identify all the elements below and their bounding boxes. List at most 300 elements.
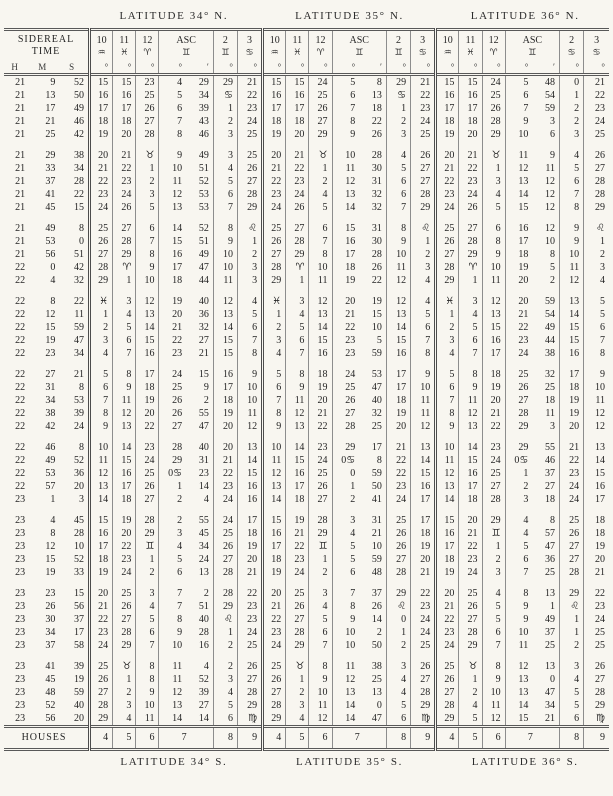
cell: 59 <box>371 347 382 359</box>
table-row <box>4 639 609 652</box>
cell: 18 <box>113 493 136 506</box>
cell: 7 <box>309 235 332 248</box>
cell: 51 <box>74 248 85 260</box>
cell: 8 <box>550 248 555 260</box>
cell: ♌ <box>386 600 410 613</box>
gap-cell <box>237 214 262 222</box>
cell: 40 <box>198 295 209 307</box>
gap-cell <box>505 287 532 295</box>
cell: 20 <box>113 128 136 141</box>
cell: 17 <box>482 347 505 360</box>
table-row <box>4 420 609 433</box>
cell: 27 <box>482 480 505 493</box>
gap-cell <box>309 214 332 222</box>
house-number-label: 10 <box>269 34 280 46</box>
cell: 23 <box>309 441 332 454</box>
cell: 11 <box>386 261 410 274</box>
cell: 23 <box>15 686 26 698</box>
cell: 26 <box>560 527 584 540</box>
cell: 27 <box>45 368 56 380</box>
cell: ♌ <box>237 222 262 235</box>
cell: 19 <box>482 381 505 394</box>
cell: 10 <box>332 626 359 639</box>
opposite-house-number: 4 <box>90 727 113 750</box>
cell: 5 <box>459 712 482 727</box>
cell: 3 <box>550 420 555 432</box>
cell: 6 <box>263 381 286 394</box>
gap-cell <box>386 287 410 295</box>
cell: 19 <box>74 673 85 685</box>
cell: 8 <box>332 600 359 613</box>
table-row <box>4 201 609 214</box>
cell: 6 <box>309 626 332 639</box>
cell: 9 <box>90 420 113 433</box>
cell: 15 <box>74 587 85 599</box>
cell: 26 <box>386 527 410 540</box>
cell: 52 <box>45 699 56 711</box>
gap-cell <box>136 433 159 441</box>
cell: 14 <box>584 454 609 467</box>
cell: 41 <box>371 493 382 505</box>
cell: 0♋ <box>159 467 186 480</box>
cell: 26 <box>90 673 113 686</box>
cell: 27 <box>309 493 332 506</box>
table-row <box>4 480 609 493</box>
zodiac-sign-icon: ♈ <box>489 46 498 57</box>
cell: 29 <box>159 454 186 467</box>
cell: 55 <box>198 514 209 526</box>
cell: 2 <box>159 514 186 527</box>
cell: 23 <box>386 480 410 493</box>
cell: 28 <box>263 261 286 274</box>
gap-cell <box>359 433 386 441</box>
houses-footer-row <box>4 727 609 750</box>
cell: ♈ <box>113 261 136 274</box>
cell: 8 <box>505 587 532 600</box>
cell: 25 <box>459 587 482 600</box>
cell: 23 <box>436 188 459 201</box>
cell: 11 <box>411 394 436 407</box>
cell: 4 <box>459 699 482 712</box>
cell: 6 <box>136 626 159 639</box>
cell: 27 <box>213 553 237 566</box>
cell: 3 <box>584 261 609 274</box>
gap-cell <box>309 141 332 149</box>
cell: 26 <box>371 128 382 140</box>
cell: 7 <box>286 347 309 360</box>
cell: 9 <box>309 673 332 686</box>
house-number-label: 2 <box>395 34 401 46</box>
table-header <box>4 30 609 75</box>
cell: 21 <box>113 149 136 162</box>
cell: 22 <box>459 540 482 553</box>
cell: 23 <box>584 600 609 613</box>
cell: 27 <box>560 540 584 553</box>
cell: 43 <box>198 115 209 127</box>
cell: 27 <box>286 222 309 235</box>
cell: 9 <box>505 115 532 128</box>
cell: 2 <box>213 115 237 128</box>
cell: 8 <box>376 454 382 466</box>
cell: 12 <box>545 175 555 187</box>
cell: 20 <box>584 553 609 566</box>
sidereal-time-header <box>4 30 90 62</box>
house-column-header <box>411 30 436 62</box>
cell: 26 <box>113 201 136 214</box>
cell: 25 <box>237 149 262 162</box>
cell: 20 <box>263 149 286 162</box>
table-row <box>4 115 609 128</box>
cell: 27 <box>136 115 159 128</box>
cell: 4 <box>482 587 505 600</box>
north-latitude-title-row <box>0 0 613 28</box>
latitude-title-36s: LATITUDE 36° S. <box>471 756 579 768</box>
cell: 8 <box>309 660 332 673</box>
gap-cell <box>90 506 113 514</box>
cell: 5 <box>213 699 237 712</box>
gap-cell <box>386 433 410 441</box>
cell: 20 <box>74 712 85 724</box>
cell: 6 <box>386 175 410 188</box>
cell: 13 <box>371 89 382 101</box>
cell: 22 <box>15 407 26 419</box>
cell: 10 <box>136 699 159 712</box>
cell: 21 <box>411 75 436 90</box>
cell: 26 <box>371 261 382 273</box>
cell: 21 <box>159 321 186 334</box>
cell: 12 <box>436 467 459 480</box>
cell: 25 <box>505 368 532 381</box>
gap-cell <box>4 141 29 149</box>
cell: 1 <box>309 162 332 175</box>
cell: 9 <box>560 222 584 235</box>
cell: 16 <box>263 89 286 102</box>
cell: 27 <box>505 394 532 407</box>
cell: 11 <box>213 274 237 287</box>
cell: 21 <box>286 149 309 162</box>
cell: 4 <box>584 274 609 287</box>
cell: 17 <box>436 102 459 115</box>
cell: 17 <box>90 540 113 553</box>
gap-cell <box>59 579 89 587</box>
degree-symbol: ° <box>159 61 186 75</box>
latitude-title-35s: LATITUDE 35° S. <box>296 756 403 768</box>
cell: ♍ <box>411 712 436 727</box>
cell: 13 <box>90 480 113 493</box>
gap-cell <box>263 652 286 660</box>
cell: 17 <box>505 235 532 248</box>
table-row <box>4 75 609 90</box>
cell: 21 <box>436 600 459 613</box>
cell: 4 <box>560 673 584 686</box>
degree-symbol: ° <box>560 61 584 75</box>
cell: 13 <box>332 188 359 201</box>
zodiac-sign-icon: ♈ <box>143 46 152 57</box>
gap-cell <box>532 506 559 514</box>
cell: 45 <box>198 527 209 539</box>
cell: ♌ <box>560 600 584 613</box>
house-column-header <box>505 30 559 62</box>
table-row <box>4 149 609 162</box>
cell: 26 <box>286 600 309 613</box>
cell: 22 <box>584 89 609 102</box>
cell: 22 <box>15 347 26 359</box>
cell: 18 <box>113 115 136 128</box>
cell: 27 <box>560 553 584 566</box>
cell: 27 <box>411 673 436 686</box>
gap-cell <box>482 506 505 514</box>
cell: 2 <box>136 566 159 579</box>
cell: 2 <box>159 493 186 506</box>
cell: 28 <box>213 587 237 600</box>
cell: 23 <box>411 600 436 613</box>
gap-cell <box>59 360 89 368</box>
cell: 16 <box>505 222 532 235</box>
table-row <box>4 673 609 686</box>
cell: 21 <box>411 566 436 579</box>
cell: 28 <box>213 566 237 579</box>
cell: 12 <box>332 175 359 188</box>
cell: 48 <box>545 76 555 88</box>
cell: 20 <box>482 394 505 407</box>
cell: 55 <box>198 407 209 419</box>
gap-cell <box>560 652 584 660</box>
gap-cell <box>386 652 410 660</box>
gap-cell <box>263 214 286 222</box>
cell: 17 <box>113 480 136 493</box>
cell: 54 <box>545 308 555 320</box>
cell: 14 <box>286 441 309 454</box>
cell: 11 <box>136 712 159 727</box>
cell: 53 <box>45 467 56 479</box>
cell: 22 <box>15 321 26 333</box>
cell: 16 <box>436 89 459 102</box>
cell: 13 <box>505 686 532 699</box>
cell: 27 <box>459 613 482 626</box>
cell: 11 <box>159 175 186 188</box>
zodiac-sign-icon: ♈ <box>316 46 325 57</box>
cell: 24 <box>113 188 136 201</box>
cell: 34 <box>74 347 85 359</box>
cell: 47 <box>371 381 382 393</box>
house-number-label: 11 <box>119 34 130 46</box>
cell: 21 <box>74 368 85 380</box>
cell: 15 <box>45 321 56 333</box>
cell: 15 <box>90 75 113 90</box>
gap-cell <box>359 579 386 587</box>
cell: 22 <box>560 454 584 467</box>
cell: 16 <box>386 347 410 360</box>
cell: 23 <box>15 566 26 578</box>
cell: 4 <box>113 712 136 727</box>
degree-symbol: ° <box>482 61 505 75</box>
cell: 48 <box>371 566 382 578</box>
cell: 4 <box>386 673 410 686</box>
cell: 12 <box>411 420 436 433</box>
cell: 5 <box>459 321 482 334</box>
cell: 52 <box>198 222 209 234</box>
cell: 29 <box>286 639 309 652</box>
cell: 9 <box>436 420 459 433</box>
gap-cell <box>237 360 262 368</box>
cell: 32 <box>371 201 382 213</box>
cell: 21 <box>505 308 532 321</box>
cell: 34 <box>198 540 209 552</box>
cell: 15 <box>505 201 532 214</box>
cell: 9 <box>505 613 532 626</box>
cell: 19 <box>505 261 532 274</box>
cell: 6 <box>136 222 159 235</box>
cell: 12 <box>309 295 332 308</box>
degree-symbol: ° <box>213 61 237 75</box>
gap-cell <box>532 579 559 587</box>
cell: 12 <box>90 467 113 480</box>
house-number-label: 3 <box>594 34 600 46</box>
cell: 1 <box>286 274 309 287</box>
cell: 21 <box>15 128 26 140</box>
gap-cell <box>263 287 286 295</box>
cell: 23 <box>213 480 237 493</box>
gap-cell <box>213 579 237 587</box>
cell: 22 <box>263 613 286 626</box>
cell: 59 <box>74 321 85 333</box>
gap-cell <box>159 506 186 514</box>
cell: 1 <box>136 162 159 175</box>
gap-cell <box>560 214 584 222</box>
cell: 7 <box>505 566 532 579</box>
cell: 10 <box>309 261 332 274</box>
gap-cell <box>482 579 505 587</box>
cell: 26 <box>459 600 482 613</box>
cell: 6 <box>286 334 309 347</box>
cell: 14 <box>113 441 136 454</box>
cell: 12 <box>505 660 532 673</box>
cell: 24 <box>309 454 332 467</box>
cell: 42 <box>74 128 85 140</box>
cell: 22 <box>90 175 113 188</box>
house-column-header <box>436 30 459 62</box>
cell: 24 <box>263 201 286 214</box>
cell: 26 <box>371 600 382 612</box>
cell: 27 <box>159 420 186 433</box>
cell: 46 <box>198 128 209 140</box>
gap-cell <box>159 579 186 587</box>
cell: 26 <box>136 480 159 493</box>
cell: 23 <box>113 175 136 188</box>
cell: 22 <box>113 162 136 175</box>
cell: 22 <box>15 454 26 466</box>
cell: 29 <box>237 201 262 214</box>
cell: 9 <box>505 600 532 613</box>
cell: 21 <box>15 188 26 200</box>
cell: 29 <box>286 248 309 261</box>
cell: 2 <box>550 274 555 286</box>
cell: 37 <box>45 639 56 651</box>
cell: 3 <box>263 334 286 347</box>
table-row <box>4 235 609 248</box>
cell: 7 <box>386 201 410 214</box>
cell: 10 <box>332 639 359 652</box>
table-row <box>4 274 609 287</box>
zodiac-sign-icon: ♓ <box>466 46 475 57</box>
cell: 18 <box>90 115 113 128</box>
table-row <box>4 587 609 600</box>
cell: 24 <box>459 566 482 579</box>
house-number-label: 12 <box>488 34 499 46</box>
cell: 28 <box>386 566 410 579</box>
cell: 19 <box>136 394 159 407</box>
cell: 8 <box>560 201 584 214</box>
cell: 29 <box>584 699 609 712</box>
cell: 21 <box>15 76 26 88</box>
cell: 15 <box>459 75 482 90</box>
opposite-house-number: 9 <box>237 727 262 750</box>
cell: 41 <box>45 188 56 200</box>
cell: 19 <box>371 295 382 307</box>
cell: 49 <box>545 613 555 625</box>
cell: 47 <box>198 261 209 273</box>
cell: 17 <box>45 102 56 114</box>
cell: 40 <box>198 613 209 625</box>
cell: 33 <box>74 566 85 578</box>
gap-cell <box>213 141 237 149</box>
cell: 21 <box>198 347 209 359</box>
cell: 24 <box>286 188 309 201</box>
cell: 12 <box>505 162 532 175</box>
cell: 21 <box>15 235 26 247</box>
gap-cell <box>411 141 436 149</box>
cell: 25 <box>545 381 555 393</box>
cell: 22 <box>15 274 26 286</box>
cell: ♋ <box>213 89 237 102</box>
cell: 30 <box>45 613 56 625</box>
cell: 25 <box>584 626 609 639</box>
table-row <box>4 441 609 454</box>
cell: 10 <box>371 321 382 333</box>
cell: 26 <box>436 235 459 248</box>
cell: 11 <box>436 454 459 467</box>
gap-cell <box>237 652 262 660</box>
cell: 27 <box>198 334 209 346</box>
cell: 12 <box>113 407 136 420</box>
cell: 10 <box>505 626 532 639</box>
cell: 25 <box>159 381 186 394</box>
gap-cell <box>359 652 386 660</box>
cell: 1 <box>560 89 584 102</box>
cell: 26 <box>237 162 262 175</box>
cell: 12 <box>482 295 505 308</box>
cell: 1 <box>113 673 136 686</box>
cell: 52 <box>198 175 209 187</box>
cell: 8 <box>79 441 85 453</box>
cell: 0 <box>560 75 584 90</box>
cell: 8 <box>50 295 56 307</box>
cell: 24 <box>263 639 286 652</box>
gap-cell <box>309 506 332 514</box>
cell: 12 <box>584 420 609 433</box>
cell: 14 <box>505 699 532 712</box>
cell: 22 <box>309 420 332 433</box>
house-column-header <box>213 30 237 62</box>
cell: 15 <box>113 454 136 467</box>
cell: 13 <box>332 686 359 699</box>
cell: 23 <box>263 188 286 201</box>
cell: 26 <box>263 235 286 248</box>
cell: 18 <box>545 493 555 505</box>
cell: 4 <box>203 493 209 505</box>
gap-cell <box>411 287 436 295</box>
cell: 32 <box>371 407 382 419</box>
